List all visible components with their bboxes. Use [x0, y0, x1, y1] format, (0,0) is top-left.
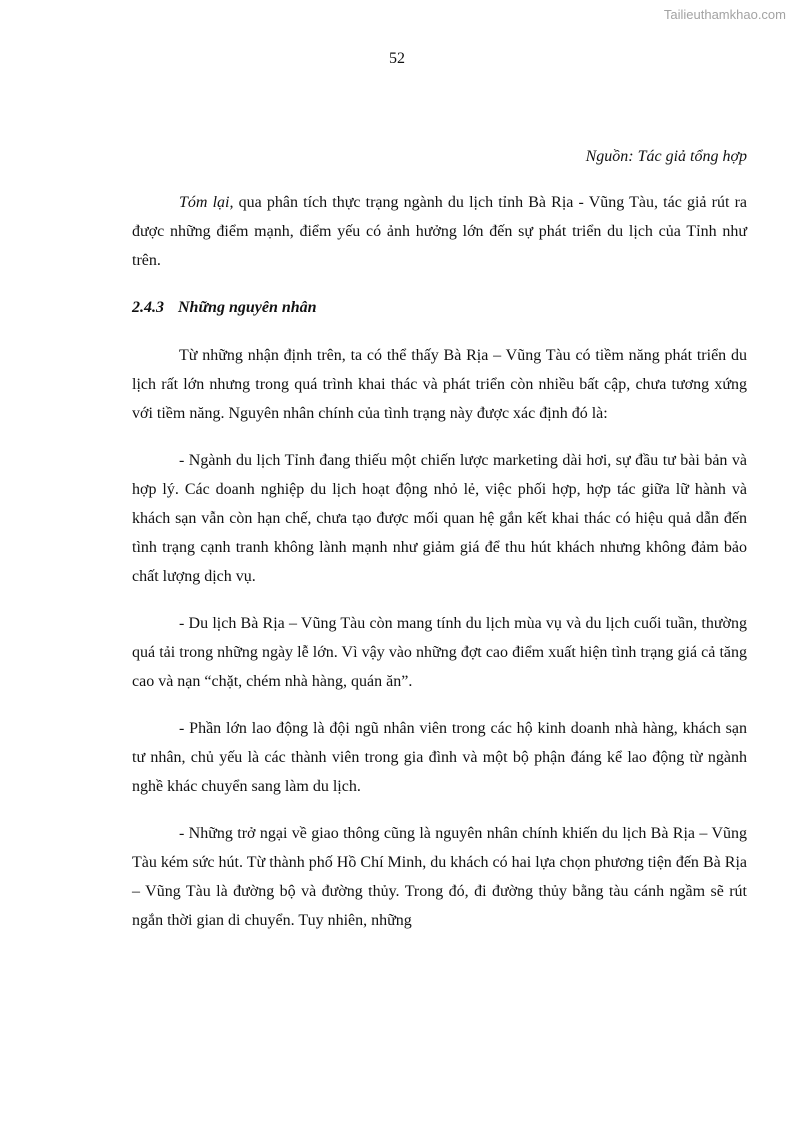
source-note: Nguồn: Tác giả tổng hợp [585, 148, 747, 165]
body-paragraph-seasonal: - Du lịch Bà Rịa – Vũng Tàu còn mang tính du lịch mùa vụ và du lịch cuối tuần, thường quá tải trong những ngày lễ lớn. Vì vậy vào những đợt cao điểm xuất hiện tình trạng giá cả tăng cao và nạn “chặt, chém nhà hàng, quán ăn”. [132, 615, 747, 690]
body-paragraph-intro: Từ những nhận định trên, ta có thể thấy Bà Rịa – Vũng Tàu có tiềm năng phát triển du lịch rất lớn nhưng trong quá trình khai thác và phát triển còn nhiều bất cập, chưa tương xứng với tiềm năng. Nguyên nhân chính của tình trạng này được xác định đó là: [132, 347, 747, 422]
body-paragraph-marketing: - Ngành du lịch Tỉnh đang thiếu một chiến lược marketing dài hơi, sự đầu tư bài bản và hợp lý. Các doanh nghiệp du lịch hoạt động nhỏ lẻ, việc phối hợp, hợp tác giữa lữ hành và khách sạn vẫn còn hạn chế, chưa tạo được mối quan hệ gắn kết khai thác có hiệu quả dẫn đến tình trạng cạnh tranh không lành mạnh như giảm giá để thu hút khách nhưng không đảm bảo chất lượng dịch vụ. [132, 452, 747, 585]
summary-paragraph [132, 188, 747, 275]
watermark: Tailieuthamkhao.com [663, 7, 786, 22]
section-heading [132, 293, 747, 322]
body-paragraph-transport: - Những trở ngại về giao thông cũng là nguyên nhân chính khiến du lịch Bà Rịa – Vũng Tàu kém sức hút. Từ thành phố Hồ Chí Minh, du khách có hai lựa chọn phương tiện đến Bà Rịa – Vũng Tàu là đường bộ và đường thủy. Trong đó, đi đường thủy bằng tàu cánh ngầm sẽ rút ngắn thời gian di chuyển. Tuy nhiên, những [132, 825, 747, 929]
document-body [132, 142, 747, 953]
page-number: 52 [389, 50, 405, 67]
section-number: 2.4.3 [132, 299, 164, 316]
summary-lead: Tóm lại, [179, 194, 234, 211]
section-title: Những nguyên nhân [178, 299, 317, 316]
summary-text: qua phân tích thực trạng ngành du lịch tỉnh Bà Rịa - Vũng Tàu, tác giả rút ra được những điểm mạnh, điểm yếu có ảnh hưởng lớn đến sự phát triển du lịch của Tỉnh như trên. [132, 194, 748, 269]
body-paragraph-labor: - Phần lớn lao động là đội ngũ nhân viên trong các hộ kinh doanh nhà hàng, khách sạn tư nhân, chủ yếu là các thành viên trong gia đình và một bộ phận đáng kể lao động từ ngành nghề khác chuyển sang làm du lịch. [132, 720, 747, 795]
